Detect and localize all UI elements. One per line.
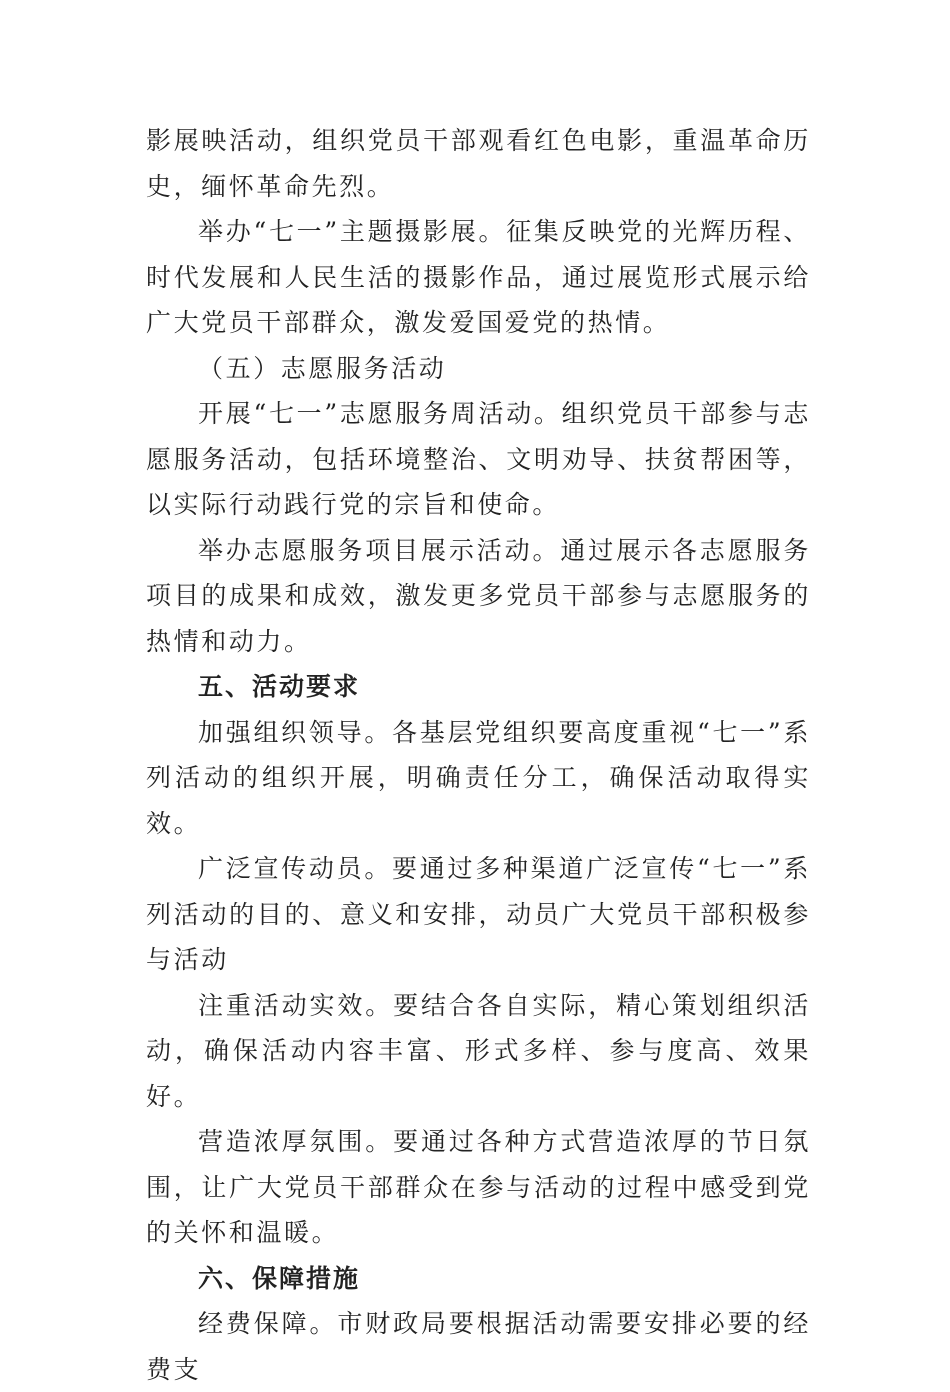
paragraph-volunteer-week: 开展“七一”志愿服务周活动。组织党员干部参与志愿服务活动，包括环境整治、文明劝导、扶贫帮困等，以实际行动践行党的宗旨和使命。 — [146, 399, 811, 519]
paragraph-funding-guarantee: 经费保障。市财政局要根据活动需要安排必要的经费支 — [146, 1309, 811, 1384]
paragraph-volunteer-showcase: 举办志愿服务项目展示活动。通过展示各志愿服务项目的成果和成效，激发更多党员干部参与志愿服务的热情和动力。 — [146, 535, 811, 656]
paragraph-publicity-mobilization: 广泛宣传动员。要通过多种渠道广泛宣传“七一”系列活动的目的、意义和安排，动员广大党员干部积极参与活动 — [146, 854, 811, 974]
paragraph-festive-atmosphere: 营造浓厚氛围。要通过各种方式营造浓厚的节日氛围，让广大党员干部群众在参与活动的过程中感受到党的关怀和温暖。 — [146, 1127, 811, 1247]
subheading-volunteer-activities: （五）志愿服务活动 — [198, 353, 447, 383]
paragraph-activity-effectiveness: 注重活动实效。要结合各自实际，精心策划组织活动，确保活动内容丰富、形式多样、参与度高、效果好。 — [146, 990, 811, 1111]
document-body — [146, 118, 811, 1392]
paragraph-organization-leadership: 加强组织领导。各基层党组织要高度重视“七一”系列活动的组织开展，明确责任分工，确保活动取得实效。 — [146, 717, 811, 838]
heading-safeguard-measures: 六、保障措施 — [198, 1263, 361, 1293]
heading-activity-requirements: 五、活动要求 — [198, 672, 361, 701]
paragraph-photo-exhibition: 举办“七一”主题摄影展。征集反映党的光辉历程、时代发展和人民生活的摄影作品，通过展览形式展示给广大党员干部群众，激发爱国爱党的热情。 — [146, 217, 811, 337]
paragraph-film-screening: 影展映活动，组织党员干部观看红色电影，重温革命历史，缅怀革命先烈。 — [146, 126, 811, 201]
